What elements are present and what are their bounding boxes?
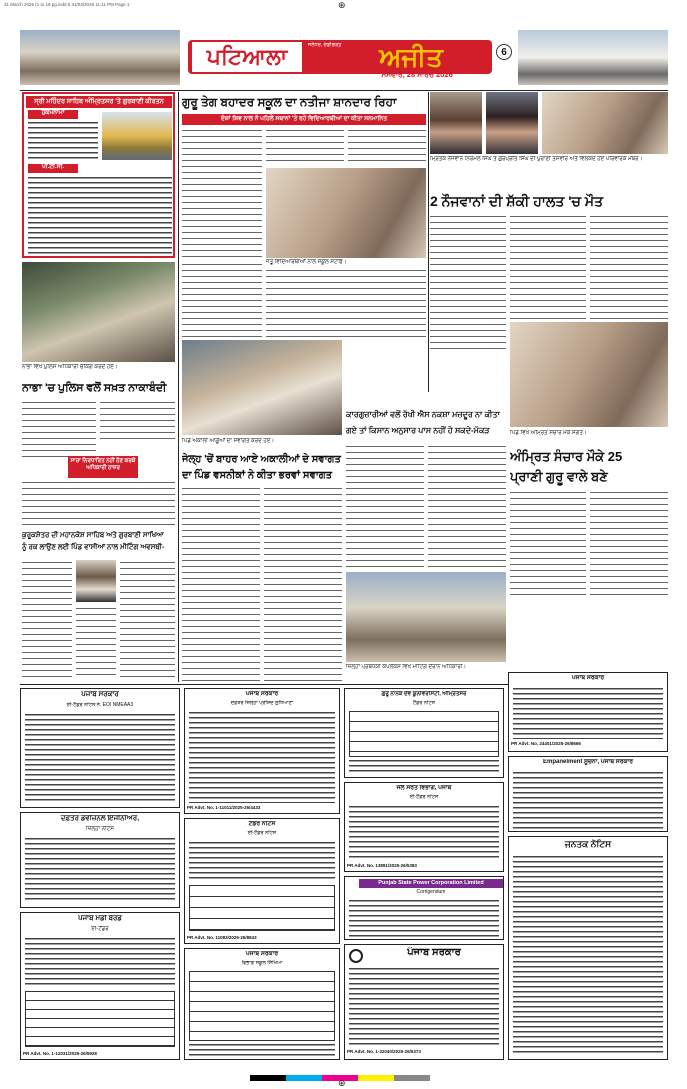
gurbani-ad-text1 (28, 121, 98, 161)
ad3-ref: PR Advt. No. 1-12031/2025-26/5928 (23, 1051, 97, 1056)
story3-text-col3 (22, 480, 175, 525)
ad5-body (189, 841, 335, 881)
gurbani-ad (22, 92, 175, 258)
ad-zila-parishad (184, 688, 340, 814)
meeting-photo (346, 572, 506, 662)
ad-pspcl (344, 876, 504, 940)
ad8-sub: ਵਿਭਾਗ ਸਕੂਲ ਸਿੱਖਿਆ (241, 960, 283, 966)
masthead-left-photo (20, 30, 180, 85)
ad-water-resources (344, 782, 504, 872)
ad10-title: Empanelment ਸੂਚਨਾ, ਪੰਜਾਬ ਸਰਕਾਰ (542, 759, 633, 765)
ad-punjab-govt-2 (344, 944, 504, 1060)
ad6-title: ਜਲ ਸਰੋਤ ਵਿਭਾਗ, ਪੰਜਾਬ (396, 785, 452, 791)
masthead-date: ਸੋਮਵਾਰ, 28 ਮਾਰਚ 2026 (381, 70, 453, 79)
story1c-text (266, 268, 426, 338)
ad5-table (189, 885, 335, 931)
story6-headline: ਅੰਮ੍ਰਿਤ ਸੰਚਾਰ ਮੌਕੇ 25 (510, 449, 623, 464)
nabha-police-photo (22, 262, 175, 362)
ad-punjab-govt-3-ref: PR Advt. No. 24401/2025-26/8666 (511, 741, 581, 746)
ad9-body (349, 967, 499, 1047)
story7-photo (76, 560, 116, 602)
ad5-ref: PR Advt. No. 11083/2025-26/8843 (187, 935, 257, 940)
ad5-sub: ਈ-ਟੈਂਡਰ ਨੋਟਿਸ (247, 830, 277, 836)
amrit-sanchar-photo (510, 322, 668, 427)
ad7-title: Punjab State Power Corporation Limited (359, 879, 503, 888)
ad3-table (25, 991, 175, 1047)
story1-headline: ਗੁਰੂ ਤੇਗ ਬਹਾਦਰ ਸਕੂਲ ਦਾ ਨਤੀਜਾ ਸ਼ਾਨਦਾਰ ਰਿਹਾ (182, 95, 397, 109)
ad-gndu (344, 688, 504, 778)
story7-text-col2 (120, 560, 175, 678)
ad3-body (25, 937, 175, 987)
story4-text-col2 (264, 486, 342, 682)
ad12-table (349, 711, 499, 757)
ad-punjab-govt-3-body (513, 687, 663, 739)
ad10-body (513, 771, 663, 829)
golden-temple-photo (102, 112, 172, 160)
ad1-body (25, 713, 175, 803)
ad7-body (349, 899, 499, 937)
ad9-title: ਪੰਜਾਬ ਸਰਕਾਰ (407, 947, 461, 958)
ad8-table (189, 971, 335, 1041)
story1b-text (182, 262, 262, 342)
story3-headline: ਨਾਭਾ 'ਚ ਪੁਲਿਸ ਵਲੋਂ ਸਖ਼ਤ ਨਾਕਾਬੰਦੀ (22, 382, 167, 394)
story4-headline: ਜੇਲ੍ਹ 'ਚੋਂ ਬਾਹਰ ਆਏ ਅਕਾਲੀਆਂ ਦੇ ਸਵਾਗਤ (182, 454, 341, 465)
story6-headline2: ਪ੍ਰਾਣੀ ਗੁਰੂ ਵਾਲੇ ਬਣੇ (510, 469, 608, 484)
victim2-photo (486, 92, 538, 154)
ad5-title: ਟੈਂਡਰ ਨੋਟਿਸ (248, 821, 276, 827)
story1-text-col1 (182, 128, 262, 258)
punjab-emblem-icon (349, 949, 363, 963)
gurbani-ad-sub1: ਹੁਕਮਨਾਮਾ (28, 110, 78, 119)
story5-text-col2 (428, 444, 506, 569)
ad3-title: ਪੰਜਾਬ ਮੰਡੀ ਬੋਰਡ (78, 915, 122, 922)
ad-empanelment (508, 756, 668, 832)
ad-tender-notice (184, 818, 340, 944)
story2-headline: 2 ਨੌਜਵਾਨਾਂ ਦੀ ਸ਼ੱਕੀ ਹਾਲਤ 'ਚ ਮੌਤ (430, 193, 604, 209)
story5-headline: ਕਾਰਗੁਜ਼ਾਰੀਆਂ ਵਲੋਂ ਰੱਖੀ ਐਸ ਨਕਸ਼ਾ ਮਜ਼ਦੂਰ ਨਾ ਕੀਤਾ (346, 410, 500, 419)
gurbani-ad-sub2: ਪੀ.ਟੀ.ਸੀ. (28, 164, 78, 173)
ad11-title: ਜਨਤਕ ਨੋਟਿਸ (564, 839, 612, 849)
ad4-sub: ਦਫ਼ਤਰ ਜ਼ਿਲ੍ਹਾ ਪ੍ਰੀਸ਼ਦ ਲੁਧਿਆਣਾ (230, 700, 294, 706)
ad-mandi-board (20, 912, 180, 1060)
story5-headline2: ਗਏ ਤਾਂ ਕਿਸਾਨ ਅਨੁਸਾਰ ਪਾਸ ਨਹੀਂ ਹੋ ਸਕਦੇ-ਮੱਕੜ (346, 426, 490, 435)
masthead-right-photo (518, 30, 668, 85)
ad11-body (513, 855, 663, 1055)
story4-text-col1 (182, 486, 260, 682)
ad2-sub: ਜ਼ਿਲ੍ਹਾ ਨੋਟਿਸ (86, 826, 114, 832)
story6-caption: ਪਿੰਡ ਵਿਖੇ ਅੰਮ੍ਰਿਤ ਸੰਚਾਰ ਮੌਕੇ ਸੰਗਤ। (510, 430, 587, 436)
story1-text-col3 (348, 128, 426, 166)
col-rule-2 (428, 92, 429, 392)
ad-punjab-govt-3-title: ਪੰਜਾਬ ਸਰਕਾਰ (571, 675, 605, 681)
story1-text-col2 (266, 128, 344, 166)
masthead-divider (20, 90, 668, 91)
family-photo (542, 92, 668, 154)
story2b-text-col1 (430, 322, 506, 350)
ad12-title: ਗੁਰੂ ਨਾਨਕ ਦੇਵ ਯੂਨੀਵਰਸਿਟੀ, ਅੰਮ੍ਰਿਤਸਰ (381, 691, 467, 697)
ad6-sub: ਈ-ਟੈਂਡਰ ਨੋਟਿਸ (409, 794, 439, 800)
story1-photo (266, 168, 426, 258)
ad2-body (25, 837, 175, 903)
page-number: 6 (496, 44, 512, 60)
gurbani-ad-text2 (28, 176, 172, 254)
ad-school-education (184, 948, 340, 1060)
story1-caption: ਜੇਤੂ ਵਿਦਿਆਰਥੀਆਂ ਨਾਲ ਸਕੂਲ ਸਟਾਫ। (266, 259, 347, 265)
ad12-body (349, 759, 499, 775)
victim1-photo (430, 92, 482, 154)
story5-caption: ਜ਼ਿਲ੍ਹਾ ਪ੍ਰਬੰਧਕੀ ਕੰਪਲੈਕਸ ਵਿਖੇ ਮੀਟਿੰਗ ਦੌਰਾਨ ਅਧਿਕਾਰੀ। (346, 664, 467, 670)
story4-headline2: ਦਾ ਪਿੰਡ ਵਸਨੀਕਾਂ ਨੇ ਕੀਤਾ ਭਰਵਾਂ ਸਵਾਗਤ (182, 470, 333, 481)
ad2-title: ਦਫ਼ਤਰ ਡਵੀਜ਼ਨਲ ਇੰਜੀਨੀਅਰ, (60, 815, 140, 822)
story2-text-col2 (510, 214, 586, 319)
story4-caption: ਪਿੰਡ ਅਕਾਲੀ ਆਗੂਆਂ ਦਾ ਸਵਾਗਤ ਕਰਦੇ ਹੋਏ। (182, 438, 275, 444)
story2-text-col3 (590, 214, 668, 319)
story1-kicker: ਦੋਸ਼ਾਂ ਸ਼ਿਵ ਨਾਲ ਨੋ ਪਹਿਲੇ ਸਥਾਨਾਂ 'ਤੇ ਰਹੇ ਵਿਦਿਆਰਥੀਆਂ ਦਾ ਕੀਤਾ ਸਨਮਾਨਿਤ (182, 114, 426, 125)
ad-punjab-govt-3 (508, 672, 668, 752)
story3-text-col1 (22, 400, 96, 460)
registration-mark-bottom-icon: ⊕ (338, 1078, 346, 1088)
story6-text-col2 (590, 490, 668, 600)
col-rule-1 (178, 92, 179, 682)
ad4-ref: PR Advt. No. 1-11011/2025-26/4433 (187, 805, 261, 810)
gurbani-ad-title: ਸ੍ਰੀ ਮਹਿੰਦਰ ਸਾਹਿਬ ਅੰਮ੍ਰਿਤਸਰ 'ਤੇ ਗੁਰਬਾਣੀ ਕੀਰਤਨ (26, 96, 172, 108)
story3-badge: ਸਾਰਾ ਨਿਰਧਾਰਿਤ ਨਹੀਂ ਹੋਣ ਕਰਕੇ ਅਧਿਕਾਰੀ ਹਾਜ਼ਰ (68, 456, 138, 478)
ad-public-notice (508, 836, 668, 1060)
story7-text-col1 (22, 560, 72, 678)
ad8-body (189, 1043, 335, 1057)
ad6-body (349, 805, 499, 861)
ad7-sub: Corrigendum (416, 889, 446, 895)
story3-text-col2 (100, 400, 175, 440)
story2-text-col1 (430, 214, 506, 319)
story6-text-col1 (510, 490, 586, 600)
story3-caption: ਨਾਭਾ ਵਿਖੇ ਪੁਲਿਸ ਅਧਿਕਾਰੀ ਚੈਕਿੰਗ ਕਰਦੇ ਹੋਏ। (22, 364, 118, 370)
ad-punjab-govt-1 (20, 688, 180, 808)
ad3-sub: ਈ-ਟੈਂਡਰ (91, 926, 109, 932)
story7-headline2: ਨੂੰ ਰਕ ਲਾਉਣ ਲਈ ਪਿੰਡ ਵਾਸੀਆਂ ਨਾਲ ਮੀਟਿੰਗ ਅਵਸਥੀ- (22, 544, 165, 551)
jail-welcome-photo (182, 340, 342, 435)
ad4-title: ਪੰਜਾਬ ਸਰਕਾਰ (245, 691, 279, 697)
story2-caption: ਮ੍ਰਿਤਕ ਨੌਜਵਾਨ ਨਿਰਮਲ ਸਿੰਘ ਤੇ ਗੁਰਪ੍ਰੀਤ ਸਿੰਘ ਦੀ ਪੁਰਾਣੀ ਤਸਵੀਰ ਅਤੇ ਵਿਲਕਦੇ ਹੋਏ ਪਰਿਵਾਰਕ ਮੈਂਬਰ। (430, 156, 643, 162)
story7-headline: ਕੁਰੂਕਸ਼ੇਤਰ ਦੀ ਮਹਾਨਕੋਸ਼ ਸਾਹਿਬ ਅਤੇ ਗੁਰਬਾਣੀ ਸਾਖਿਆ (22, 532, 164, 539)
masthead-paper: ਅਜੀਤ (379, 42, 443, 72)
masthead-place: ਜਲੰਧਰ, ਚੰਡੀਗੜ੍ਹ (308, 42, 342, 48)
story5-text-col1 (346, 444, 424, 569)
ad6-ref: PR Advt. No. 13891/2025-26/5383 (347, 863, 417, 868)
masthead-banner (188, 40, 492, 74)
file-info-strip: 31 March 2026 (1 to 16 pg.indd 6 31/03/2026 11:11 PM Page 1 (4, 2, 130, 7)
ad9-ref: PR Advt. No. 1-32040/2025-26/5373 (347, 1049, 421, 1054)
masthead-city: ਪਟਿਆਲਾ (192, 42, 302, 72)
ad8-title: ਪੰਜਾਬ ਸਰਕਾਰ (245, 951, 279, 957)
registration-mark-icon: ⊕ (338, 0, 346, 10)
story7-text-col3 (76, 606, 116, 678)
ad1-title: ਪੰਜਾਬ ਸਰਕਾਰ (81, 691, 119, 698)
ad12-sub: ਟੈਂਡਰ ਨੋਟਿਸ (412, 700, 436, 706)
ad-divisional-engineer (20, 812, 180, 908)
ad1-sub: ਈ-ਟੈਂਡਰ ਨੋਟਿਸ ਨੰ. EOI NMEAA3 (66, 702, 134, 708)
ad4-body (189, 711, 335, 803)
